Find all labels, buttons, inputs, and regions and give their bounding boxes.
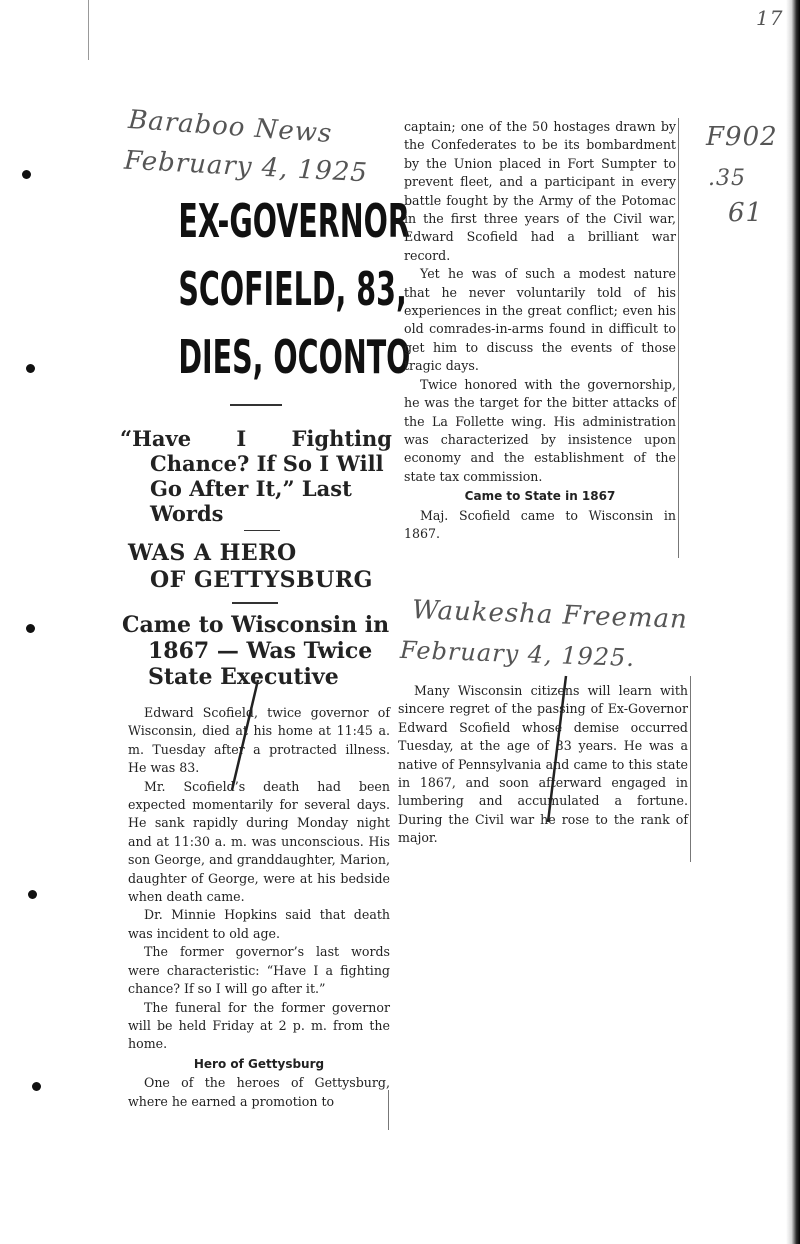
headline-line-2: SCOFIELD, 83, — [178, 262, 407, 316]
headline-line-1: EX-GOVERNOR — [178, 194, 410, 248]
deck-line: Go After It,” Last — [150, 476, 352, 501]
pencil-slash — [548, 676, 566, 822]
paragraph: captain; one of the 50 hostages drawn by the Confederates to be its bombardment by the Union placed in Fort Sumpter to prevent fleet, and a participant in every battle fought by the Army of the Potomac in the first three years of the Civil war, Edward Scofield had a brilliant war record. — [404, 119, 676, 263]
page-number: 17 — [756, 6, 784, 30]
deck-line: Came to Wisconsin in — [122, 612, 390, 638]
deck-line: 1867 — Was Twice — [148, 638, 373, 664]
paragraph: Many Wisconsin citizens will learn with sincere regret of the passing of Ex-Governor Edward Scofield whose demise occurred Tuesday, at the age of 83 years. He was a native of Pennsylvania and came to this state in 1867, and soon afterward engaged in lumbering and accumulated a fortune. During the Civil war he rose to the rank of major. — [398, 683, 688, 846]
subheading: Came to State in 1867 — [464, 489, 616, 504]
headline-line-3: DIES, OCONTO — [178, 330, 411, 384]
paragraph: One of the heroes of Gettysburg, where he earned a promotion to — [128, 1075, 390, 1109]
deck-line: “Have I Fighting — [120, 426, 392, 451]
source-note-newspaper-2: Waukesha Freeman — [411, 595, 689, 635]
paragraph: Edward Scofield, twice governor of Wisconsin, died at his home at 11:45 a. m. Tuesday after a protracted illness. He was 83. — [128, 705, 390, 776]
deck-line: OF GETTYSBURG — [150, 567, 373, 593]
source-note-newspaper: Baraboo News — [127, 104, 334, 150]
paragraph: The former governor’s last words were characteristic: “Have I a fighting chance? If so I will go after it.” — [128, 944, 390, 997]
source-note-date-2: February 4, 1925. — [399, 635, 636, 673]
deck-line: Chance? If So I Will — [150, 451, 384, 476]
paragraph: Twice honored with the governorship, he was the target for the bitter attacks of the La Follette wing. His administration was characterized by insistence upon economy and the establishment of the state tax commission. — [404, 376, 676, 484]
subheading: Hero of Gettysburg — [193, 1056, 325, 1071]
paragraph: The funeral for the former governor will be held Friday at 2 p. m. from the home. — [128, 999, 390, 1052]
file-code-line-3: 61 — [728, 198, 764, 228]
paragraph: Dr. Minnie Hopkins said that death was incident to old age. — [128, 907, 390, 941]
file-code-line-2: .35 — [708, 166, 746, 191]
source-note-date: February 4, 1925 — [123, 145, 369, 189]
paragraph: Yet he was of such a modest nature that he never voluntarily told of his experiences in the great conflict; even his old comrades-in-arms found in difficult to get him to discuss the events of those tragic days. — [404, 266, 676, 374]
paragraph: Mr. Scofield’s death had been expected momentarily for several days. He sank rapidly during Monday night and at 11:30 a. m. was unconscious. His son George, and granddaughter, Marion, daughter of George, were at his bedside when death came. — [128, 778, 390, 905]
pencil-slash — [232, 680, 258, 790]
file-code-line-1: F902 — [706, 122, 778, 152]
deck-line: State Executive — [148, 664, 339, 690]
deck-line: Words — [150, 501, 224, 526]
deck-line: WAS A HERO — [128, 540, 297, 566]
paragraph: Maj. Scofield came to Wisconsin in 1867. — [404, 507, 676, 541]
